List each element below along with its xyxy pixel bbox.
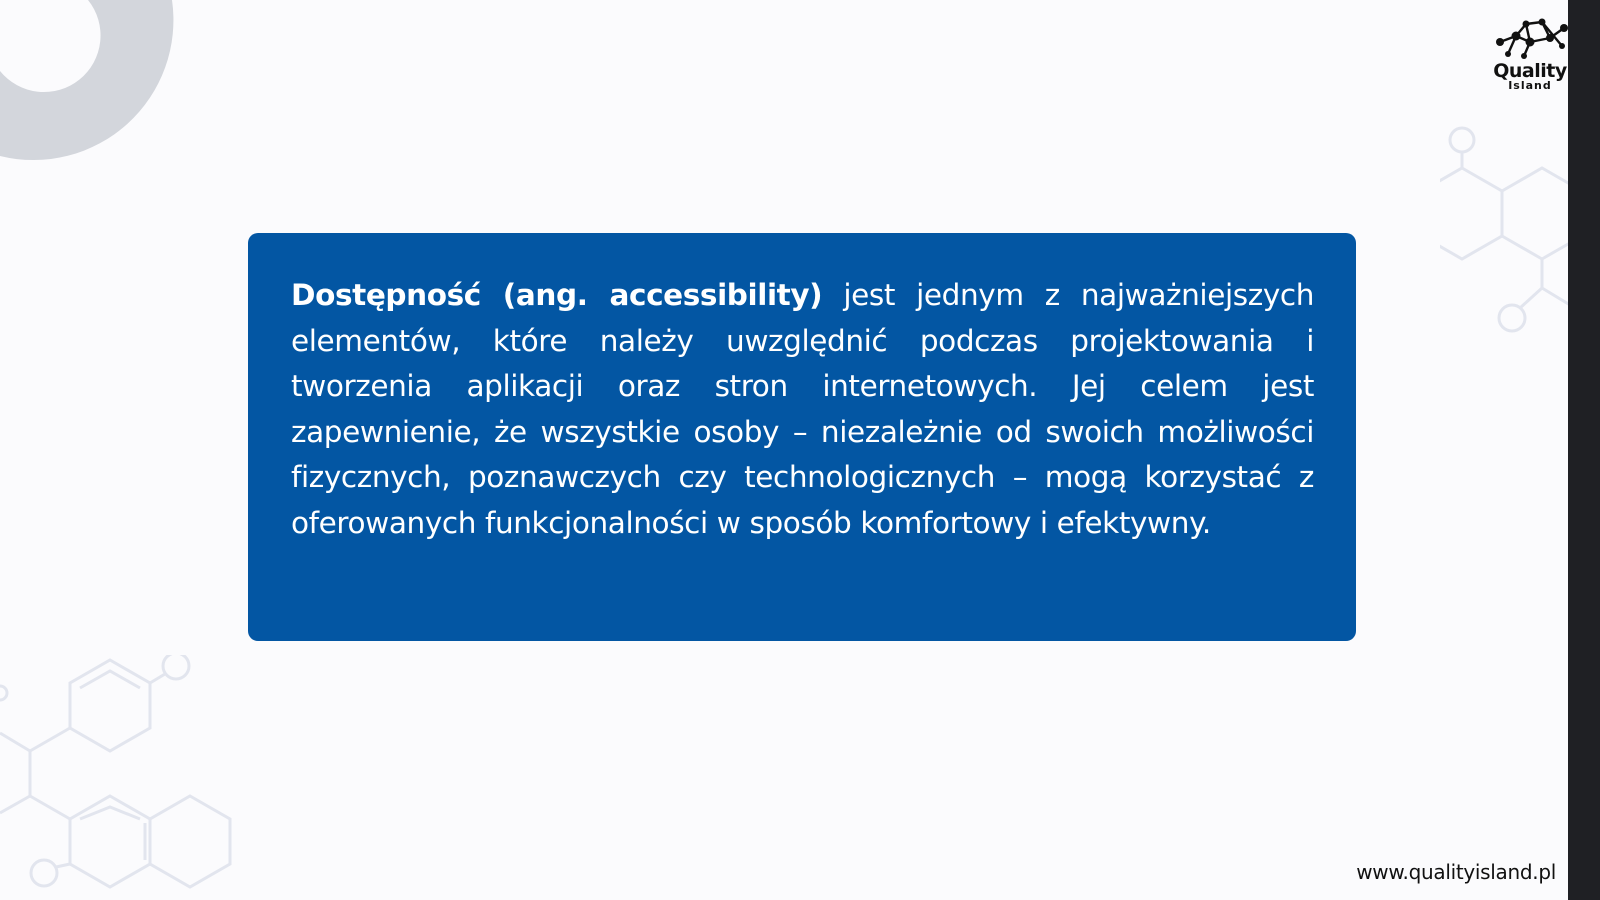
definition-term: Dostępność (ang. accessibility) [291,278,823,312]
right-edge-strip [1568,0,1600,900]
quality-island-logo [1480,16,1580,96]
decorative-ring [0,0,190,170]
decorative-hexagon-pattern-right [1440,118,1568,358]
website-url: www.qualityisland.pl [1356,860,1556,884]
definition-body: jest jednym z najważniejszych elementów, które należy uwzględnić podczas projektowania i tworzenia aplikacji oraz stron internetowych. Jej celem jest zapewnienie, że wszystkie osoby – niezależnie od swoich możliwości fizycznych, poznawczych czy technologicznych – mogą korzystać z oferowanych funkcjonalności w sposób komfortowy i efektywny. [291,278,1314,540]
decorative-hexagon-pattern-left [0,655,240,900]
molecule-network-icon [1494,16,1570,60]
logo-subtitle: Island [1508,79,1552,92]
definition-paragraph [291,273,1314,546]
definition-card [248,233,1356,641]
logo-wordmark: Quality [1493,60,1567,82]
